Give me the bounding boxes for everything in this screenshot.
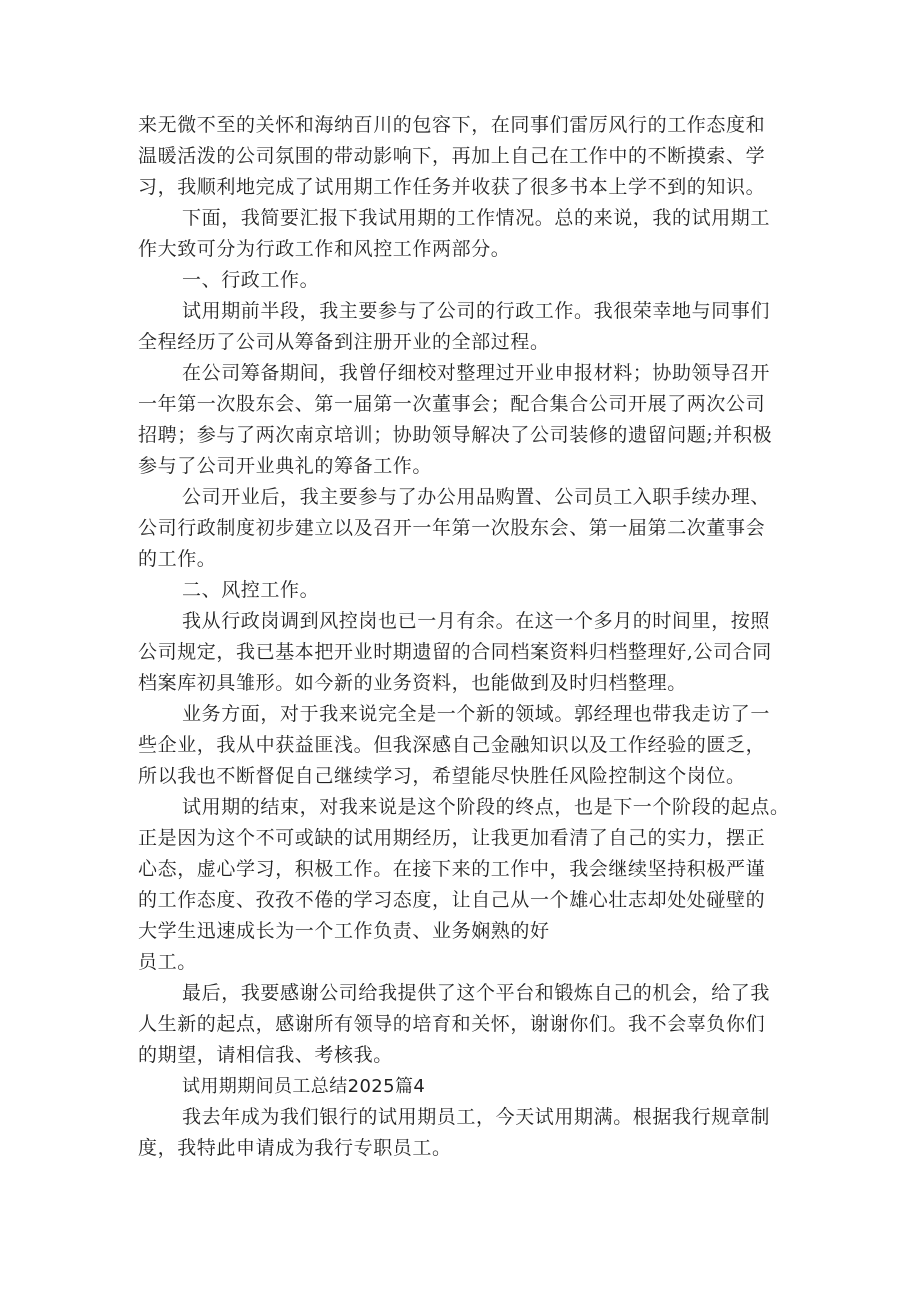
text-line: 参与了公司开业典礼的筹备工作。 xyxy=(138,455,433,477)
text-line: 的期望，请相信我、考核我。 xyxy=(138,1044,393,1066)
text-line: 员工。 xyxy=(138,951,197,973)
text-line: 最后，我要感谢公司给我提供了这个平台和锻炼自己的机会，给了我 xyxy=(182,982,771,1004)
text-line: 档案库初具雏形。如今新的业务资料，也能做到及时归档整理。 xyxy=(138,672,687,694)
text-line: 一、行政工作。 xyxy=(182,269,320,291)
text-line: 人生新的起点，感谢所有领导的培育和关怀，谢谢你们。我不会辜负你们 xyxy=(138,1013,766,1035)
text-line: 作大致可分为行政工作和风控工作两部分。 xyxy=(138,238,511,260)
text-line: 公司行政制度初步建立以及召开一年第一次股东会、第一届第二次董事会 xyxy=(138,517,766,539)
text-line: 些企业，我从中获益匪浅。但我深感自己金融知识以及工作经验的匮乏， xyxy=(138,734,766,756)
section-heading: 试用期期间员工总结2025篇4 xyxy=(182,1076,426,1097)
text-line: 二、风控工作。 xyxy=(182,579,320,601)
text-line: 全程经历了公司从筹备到注册开业的全部过程。 xyxy=(138,331,550,353)
text-line: 在公司筹备期间，我曾仔细校对整理过开业申报材料；协助领导召开 xyxy=(182,362,771,384)
text-line: 我去年成为我们银行的试用期员工，今天试用期满。根据我行规章制 xyxy=(182,1106,771,1128)
text-line: 温暖活泼的公司氛围的带动影响下，再加上自己在工作中的不断摸索、学 xyxy=(138,145,766,167)
text-line: 心态，虚心学习，积极工作。在接下来的工作中，我会继续坚持积极严谨 xyxy=(138,858,766,880)
text-line: 公司开业后，我主要参与了办公用品购置、公司员工入职手续办理、 xyxy=(182,486,771,508)
text-line: 度，我特此申请成为我行专职员工。 xyxy=(138,1137,452,1159)
text-line: 大学生迅速成长为一个工作负责、业务娴熟的好 xyxy=(138,920,550,942)
text-line: 的工作态度、孜孜不倦的学习态度，让自己从一个雄心壮志却处处碰壁的 xyxy=(138,889,766,911)
text-line: 的工作。 xyxy=(138,548,217,570)
text-line: 习，我顺利地完成了试用期工作任务并收获了很多书本上学不到的知识。 xyxy=(138,176,766,198)
text-line: 试用期前半段，我主要参与了公司的行政工作。我很荣幸地与同事们 xyxy=(182,300,771,322)
text-line: 业务方面，对于我来说完全是一个新的领域。郭经理也带我走访了一 xyxy=(182,703,771,725)
text-line: 公司规定，我已基本把开业时期遗留的合同档案资料归档整理好,公司合同 xyxy=(138,641,772,663)
text-line: 一年第一次股东会、第一届第一次董事会；配合集合公司开展了两次公司 xyxy=(138,393,766,415)
text-line: 试用期的结束，对我来说是这个阶段的终点，也是下一个阶段的起点。 xyxy=(182,796,790,818)
text-line: 所以我也不断督促自己继续学习，希望能尽快胜任风险控制这个岗位。 xyxy=(138,765,746,787)
text-line: 我从行政岗调到风控岗也已一月有余。在这一个多月的时间里，按照 xyxy=(182,610,771,632)
text-line: 正是因为这个不可或缺的试用期经历，让我更加看清了自己的实力，摆正 xyxy=(138,827,766,849)
document-body xyxy=(138,110,798,1164)
text-line: 来无微不至的关怀和海纳百川的包容下，在同事们雷厉风行的工作态度和 xyxy=(138,114,766,136)
text-line: 招聘；参与了两次南京培训；协助领导解决了公司装修的遗留问题;并积极 xyxy=(138,424,773,446)
text-line: 下面，我简要汇报下我试用期的工作情况。总的来说，我的试用期工 xyxy=(182,207,771,229)
